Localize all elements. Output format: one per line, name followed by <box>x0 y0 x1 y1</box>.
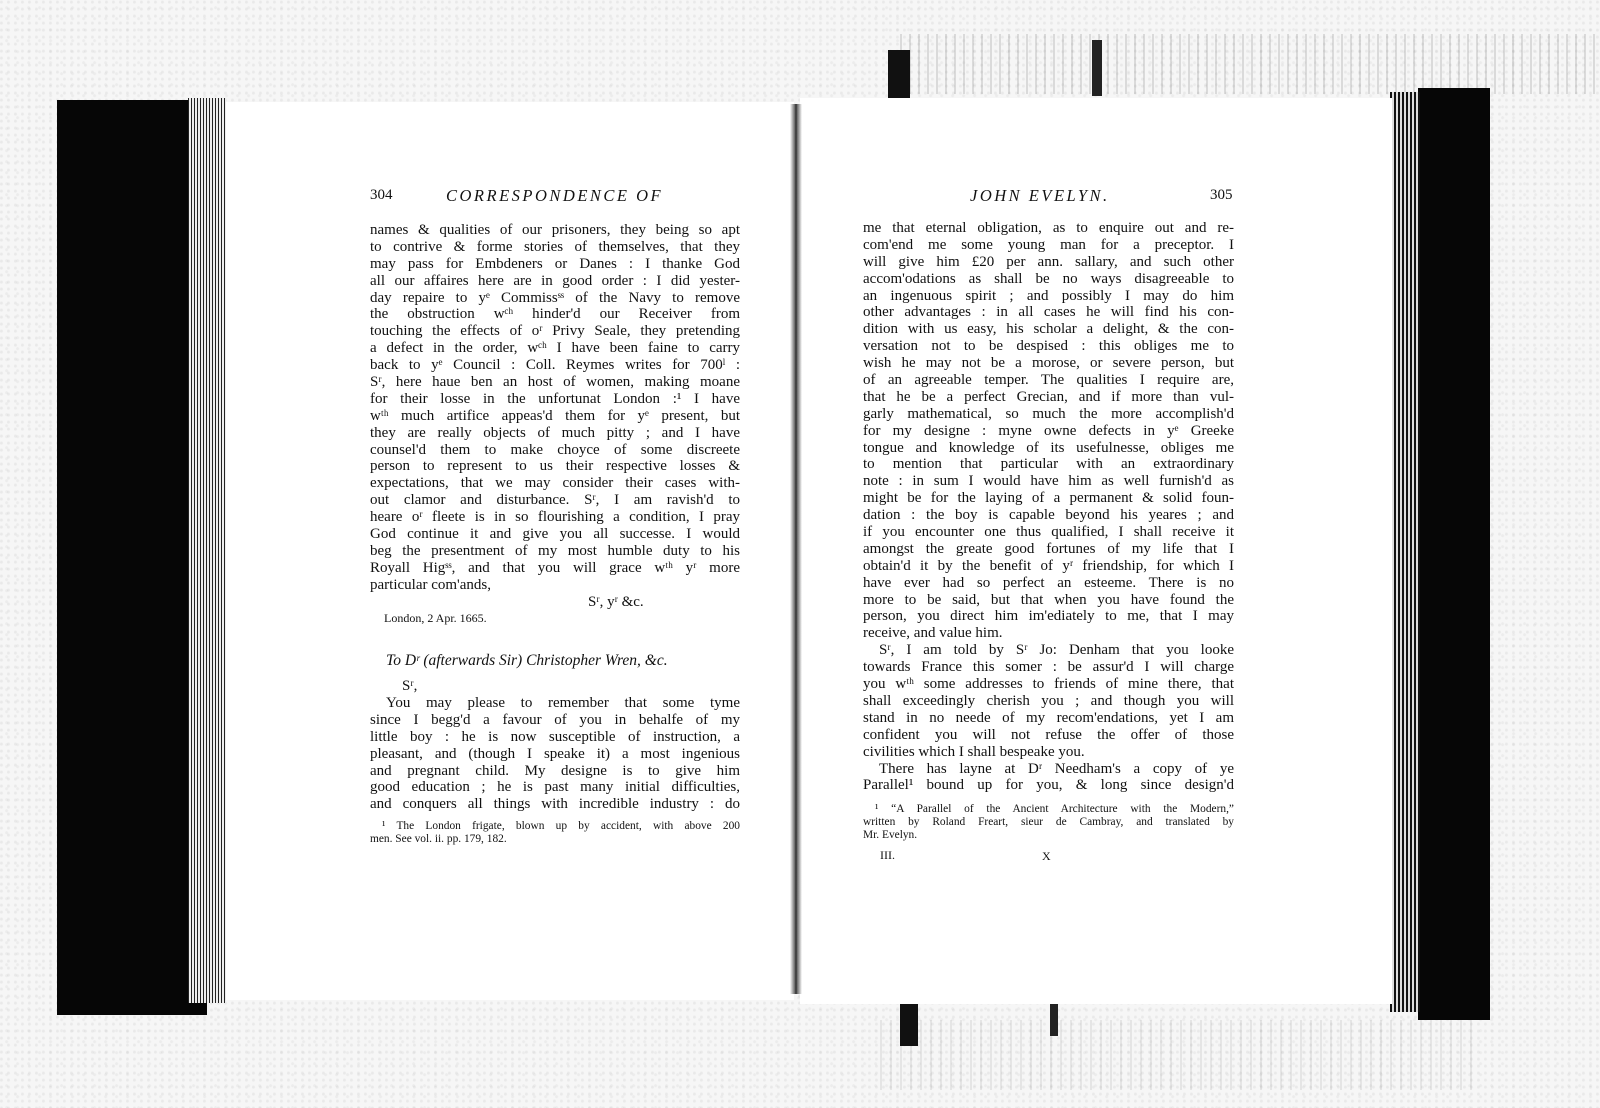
volume-mark: III. <box>880 848 895 862</box>
right-body <box>863 220 1234 794</box>
text-line: wᵗʰ much artifice appeas'd them for yᵉ present, but <box>370 407 740 424</box>
text-line: a defect in the order, wᶜʰ I have been faine to carry <box>370 340 740 357</box>
text-line: There has layne at Dʳ Needham's a copy of ye <box>879 760 1234 777</box>
text-line: an ingenuous spirit ; and possibly I may do him <box>863 287 1234 304</box>
text-line: confident you will not refuse the offer of those <box>863 726 1234 743</box>
binding-tab <box>900 1000 918 1046</box>
text-line: wish he may not be a morose, or severe person, but <box>863 355 1234 372</box>
text-line: person to represent to us their respective losses & <box>370 458 740 475</box>
left-running-title: CORRESPONDENCE OF <box>446 186 664 205</box>
text-line: tongue and knowledge of its usefulnesse, obliges me <box>863 439 1234 456</box>
text-line: particular com'ands, <box>370 576 491 593</box>
text-line: dition with us easy, his scholar a delight, & the con- <box>863 321 1234 338</box>
text-line: expectations, that we may consider their cases with- <box>370 475 740 492</box>
text-line: day repaire to yᵉ Commissˢˢ of the Navy to remove <box>370 289 740 306</box>
text-line: have ever had so perfect an esteeme. There is no <box>863 574 1234 591</box>
text-line: dation : the boy is capable beyond his yeares ; and <box>863 507 1234 524</box>
text-line: they are really objects of much pitty ; and I have <box>370 424 740 441</box>
text-line: towards France this somer : be assur'd I will charge <box>863 659 1234 676</box>
text-line: versation not to be despised : this obliges me to <box>863 338 1234 355</box>
right-folio: 305 <box>1210 187 1233 203</box>
text-line: stand in no neede of my recom'endations, yet I am <box>863 709 1234 726</box>
book-gutter <box>790 104 802 994</box>
text-line: other advantages : in all cases he will find his con- <box>863 304 1234 321</box>
text-line: if you encounter one thus qualified, I shall receive it <box>863 524 1234 541</box>
text-line: Royall Higˢˢ, and that you will grace wᵗʰ yʳ more <box>370 559 740 576</box>
text-line: me that eternal obligation, as to enquire out and re- <box>863 220 1234 236</box>
text-line: heare oʳ fleete is in so flourishing a condition, I pray <box>370 509 740 526</box>
text-line: obtain'd it by the benefit of yʳ friendship, for which I <box>863 557 1234 574</box>
text-line: that he be a perfect Grecian, and if more than vul- <box>863 388 1234 405</box>
signature-mark: X <box>1042 849 1051 863</box>
text-line: out clamor and disturbance. Sʳ, I am ravish'd to <box>370 492 740 509</box>
page-edges-right <box>1390 92 1420 1012</box>
footnote-line: written by Roland Freart, sieur de Cambray, and translated by <box>863 816 1234 828</box>
text-line: may pass for Embdeners or Danes : I thanke God <box>370 255 740 272</box>
left-body <box>370 222 740 594</box>
text-line: com'end me some young man for a preceptor. I <box>863 236 1234 253</box>
text-line: for my designe : myne owne defects in yᵉ Greeke <box>863 422 1234 439</box>
footnote-line: ¹ The London frigate, blown up by accident, with above 200 <box>382 820 740 832</box>
letter-salutation: Sʳ, <box>402 678 418 694</box>
text-line: will give him £20 per ann. sallary, and such other <box>863 253 1234 270</box>
footnote-line: ¹ “A Parallel of the Ancient Architecture with the Modern,” <box>875 803 1234 815</box>
page-edges-left <box>188 98 226 1003</box>
text-line: shall exceedingly cherish you ; and though you will <box>863 692 1234 709</box>
text-line: of an agreeable temper. The qualities I require are, <box>863 372 1234 389</box>
text-line: note : in sum I would have him as well furnish'd as <box>863 473 1234 490</box>
text-line: names & qualities of our prisoners, they being so apt <box>370 222 740 238</box>
text-line: Parallel¹ bound up for you, & long since design'd <box>863 777 1234 794</box>
text-line: little boy : he is now susceptible of instruction, a <box>370 728 740 745</box>
book-cover-right <box>1418 88 1490 1020</box>
text-line: good education ; he is past many initial difficulties, <box>370 779 740 796</box>
text-line: and pregnant child. My designe is to give him <box>370 762 740 779</box>
text-line: since I begg'd a favour of you in behalfe of my <box>370 711 740 728</box>
footnote-line: Mr. Evelyn. <box>863 829 918 841</box>
text-line: amongst the greate good fortunes of my life that I <box>863 540 1234 557</box>
text-line: You may please to remember that some tyme <box>386 695 740 711</box>
text-line: touching the effects of oʳ Privy Seale, they pretending <box>370 323 740 340</box>
text-line: accom'odations as shall be no ways disagreeable to <box>863 270 1234 287</box>
text-line: and conquers all things with incredible industry : do <box>370 796 740 813</box>
letter-heading: To Dʳ (afterwards Sir) Christopher Wren, &c. <box>386 652 668 669</box>
left-footnote <box>370 820 740 846</box>
text-line: receive, and value him. <box>863 625 1003 642</box>
footnote-line: men. See vol. ii. pp. 179, 182. <box>370 833 507 845</box>
right-footnote <box>863 803 1234 842</box>
letter-closing: Sʳ, yʳ &c. <box>588 594 644 610</box>
scan-streak-bottom <box>880 1020 1480 1090</box>
text-line: Sʳ, I am told by Sʳ Jo: Denham that you looke <box>879 642 1234 659</box>
binding-tab <box>1050 1000 1058 1036</box>
text-line: pleasant, and (though I speake it) a most ingenious <box>370 745 740 762</box>
text-line: all our affaires here are in good order : I did yester- <box>370 272 740 289</box>
text-line: more to be said, but that when you have found the <box>863 591 1234 608</box>
text-line: for their losse in the unfortunat London :¹ I have <box>370 390 740 407</box>
text-line: civilities which I shall bespeake you. <box>863 743 1085 760</box>
text-line: beg the presentment of my most humble duty to his <box>370 542 740 559</box>
text-line: person, you direct him im'ediately to me, that I may <box>863 608 1234 625</box>
text-line: might be for the laying of a permanent & solid foun- <box>863 490 1234 507</box>
text-line: garly mathematical, so much the more accomplish'd <box>863 405 1234 422</box>
text-line: God continue it and give you all successe. I would <box>370 526 740 543</box>
text-line: to mention that particular with an extraordinary <box>863 456 1234 473</box>
scan-streak-top <box>900 34 1600 94</box>
text-line: Sʳ, here haue ben an host of women, making moane <box>370 374 740 391</box>
left-letter-body <box>370 695 740 813</box>
letter-date: London, 2 Apr. 1665. <box>384 611 487 625</box>
text-line: you wᵗʰ some addresses to friends of mine there, that <box>863 676 1234 693</box>
binding-tab <box>1092 40 1102 96</box>
text-line: back to yᵉ Council : Coll. Reymes writes for 700ˡ : <box>370 357 740 374</box>
left-folio: 304 <box>370 187 393 203</box>
binding-tab <box>888 50 910 98</box>
text-line: the obstruction wᶜʰ hinder'd our Receiver from <box>370 306 740 323</box>
text-line: counsel'd them to make choyce of some discreete <box>370 441 740 458</box>
right-running-title: JOHN EVELYN. <box>970 186 1110 205</box>
book-cover-left <box>57 100 207 1015</box>
text-line: to contrive & forme stories of themselves, that they <box>370 238 740 255</box>
